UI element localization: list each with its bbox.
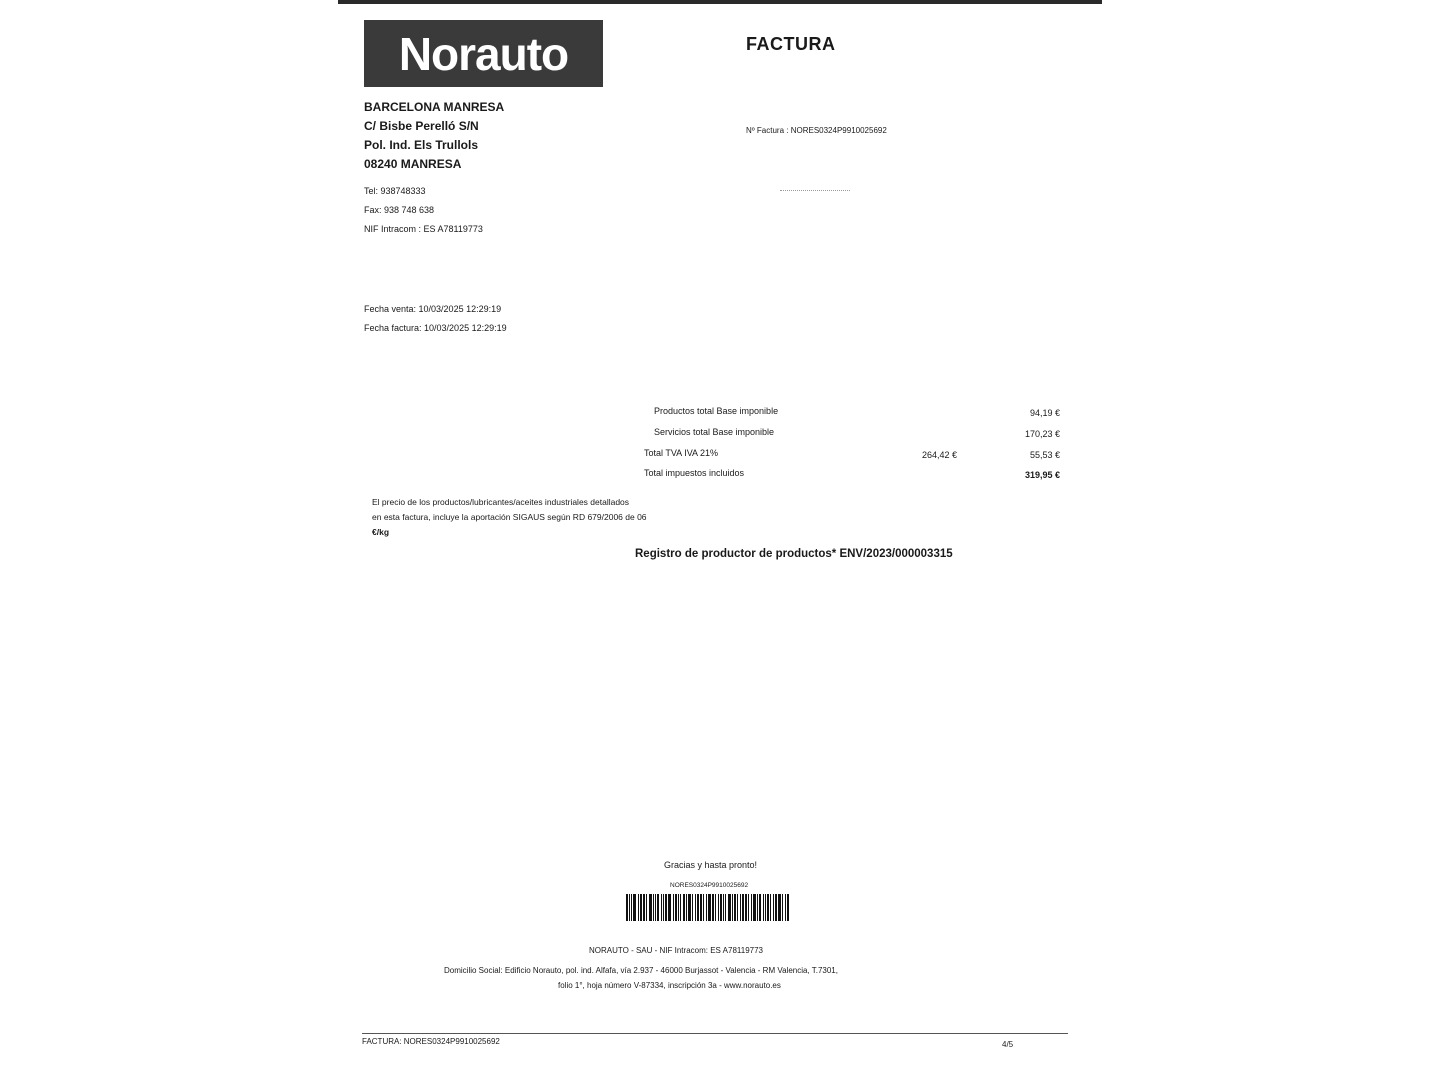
barcode-bar	[692, 894, 693, 921]
barcode-bar	[643, 894, 645, 921]
company-address-line-2: folio 1°, hoja número V-87334, inscripción 3a - www.norauto.es	[558, 981, 781, 990]
barcode-bar	[708, 894, 711, 921]
barcode-bar	[638, 894, 639, 921]
store-address-line: Pol. Ind. Els Trullols	[364, 138, 479, 152]
services-base-label: Servicios total Base imponible	[654, 427, 775, 437]
barcode-bar	[748, 894, 749, 921]
store-fax: Fax: 938 748 638	[364, 205, 435, 215]
barcode-bar	[649, 894, 652, 921]
products-base-label: Productos total Base imponible	[654, 406, 779, 416]
invoice-date: Fecha factura: 10/03/2025 12:29:19	[364, 323, 507, 333]
barcode-bar	[740, 894, 741, 921]
barcode-bar	[626, 894, 628, 921]
barcode-bar	[725, 894, 726, 921]
barcode-bar	[770, 894, 771, 921]
sigaus-note	[372, 495, 647, 540]
barcode	[626, 894, 809, 921]
barcode-bar	[782, 894, 783, 921]
barcode-bar	[633, 894, 636, 921]
store-tel: Tel: 938748333	[364, 186, 426, 196]
barcode-bar	[688, 894, 691, 921]
total-label: Total impuestos incluidos	[644, 468, 745, 478]
barcode-bar	[629, 894, 630, 921]
note-line: en esta factura, incluye la aportación SIGAUS según RD 679/2006 de 06	[372, 512, 647, 522]
barcode-bar	[723, 894, 724, 921]
barcode-bar	[700, 894, 702, 921]
sale-date: Fecha venta: 10/03/2025 12:29:19	[364, 304, 502, 314]
page-number: 4/5	[1002, 1040, 1014, 1049]
barcode-bar	[712, 894, 714, 921]
note-line: €/kg	[372, 527, 390, 537]
barcode-bar	[715, 894, 716, 921]
barcode-bar	[686, 894, 687, 921]
barcode-bar	[737, 894, 738, 921]
vat-base-value: 264,42 €	[922, 450, 958, 460]
barcode-bar	[631, 894, 632, 921]
barcode-bar	[734, 894, 736, 921]
barcode-bar	[763, 894, 764, 921]
top-border	[338, 0, 1102, 4]
products-base-value: 94,19 €	[1029, 408, 1060, 418]
barcode-bar	[678, 894, 679, 921]
barcode-bar	[745, 894, 747, 921]
barcode-bar	[653, 894, 654, 921]
barcode-bar	[718, 894, 719, 921]
store-address-line: 08240 MANRESA	[364, 157, 462, 171]
barcode-bar	[706, 894, 707, 921]
barcode-bar	[695, 894, 696, 921]
barcode-bar	[775, 894, 777, 921]
barcode-bar	[757, 894, 758, 921]
barcode-bar	[753, 894, 756, 921]
dotted-separator	[780, 190, 850, 191]
vat-value: 55,53 €	[1029, 450, 1060, 460]
barcode-bar	[661, 894, 662, 921]
barcode-bar	[765, 894, 766, 921]
company-address-line-1: Domicilio Social: Edificio Norauto, pol. ind. Alfafa, vía 2.937 - 46000 Burjassot - Valencia - RM Valencia, T.7301,	[444, 966, 838, 975]
barcode-bar	[655, 894, 656, 921]
barcode-bar	[720, 894, 722, 921]
total-value: 319,95 €	[1024, 470, 1060, 480]
store-contact	[364, 184, 483, 236]
barcode-bar	[673, 894, 674, 921]
footer-invoice-ref: FACTURA: NORES0324P9910025692	[362, 1037, 500, 1046]
barcode-bar	[785, 894, 786, 921]
thanks-message: Gracias y hasta pronto!	[664, 860, 758, 870]
barcode-bar	[728, 894, 731, 921]
store-nif: NIF Intracom : ES A78119773	[364, 224, 483, 234]
barcode-bar	[663, 894, 664, 921]
barcode-bar	[646, 894, 647, 921]
invoice-number: Nº Factura : NORES0324P9910025692	[746, 126, 887, 135]
barcode-bar	[675, 894, 677, 921]
producer-registry: Registro de productor de productos* ENV/2023/000003315	[635, 548, 953, 560]
barcode-bar	[640, 894, 642, 921]
barcode-bar	[665, 894, 667, 921]
barcode-bar	[680, 894, 681, 921]
invoice-dates	[364, 302, 507, 335]
footer-divider	[362, 1033, 1068, 1034]
barcode-bar	[683, 894, 685, 921]
store-address-line: BARCELONA MANRESA	[364, 100, 505, 114]
store-address-line: C/ Bisbe Perelló S/N	[364, 119, 479, 133]
barcode-bar	[773, 894, 774, 921]
store-address	[364, 98, 504, 174]
company-line: NORAUTO - SAU - NIF Intracom: ES A78119773	[589, 946, 763, 955]
barcode-bar	[697, 894, 699, 921]
logo-text: Norauto	[398, 27, 569, 80]
barcode-bar	[778, 894, 781, 921]
note-line: El precio de los productos/lubricantes/aceites industriales detallados	[372, 497, 630, 507]
norauto-logo	[364, 20, 603, 87]
barcode-bar	[742, 894, 744, 921]
services-base-value: 170,23 €	[1024, 429, 1060, 439]
barcode-bar	[657, 894, 659, 921]
barcode-text: NORES0324P9910025692	[670, 882, 749, 889]
barcode-bar	[787, 894, 789, 921]
barcode-bar	[732, 894, 733, 921]
barcode-bar	[751, 894, 752, 921]
document-title: FACTURA	[746, 34, 836, 54]
vat-label: Total TVA IVA 21%	[644, 448, 719, 458]
barcode-bar	[759, 894, 761, 921]
barcode-bar	[703, 894, 704, 921]
barcode-bar	[668, 894, 671, 921]
barcode-bar	[767, 894, 769, 921]
